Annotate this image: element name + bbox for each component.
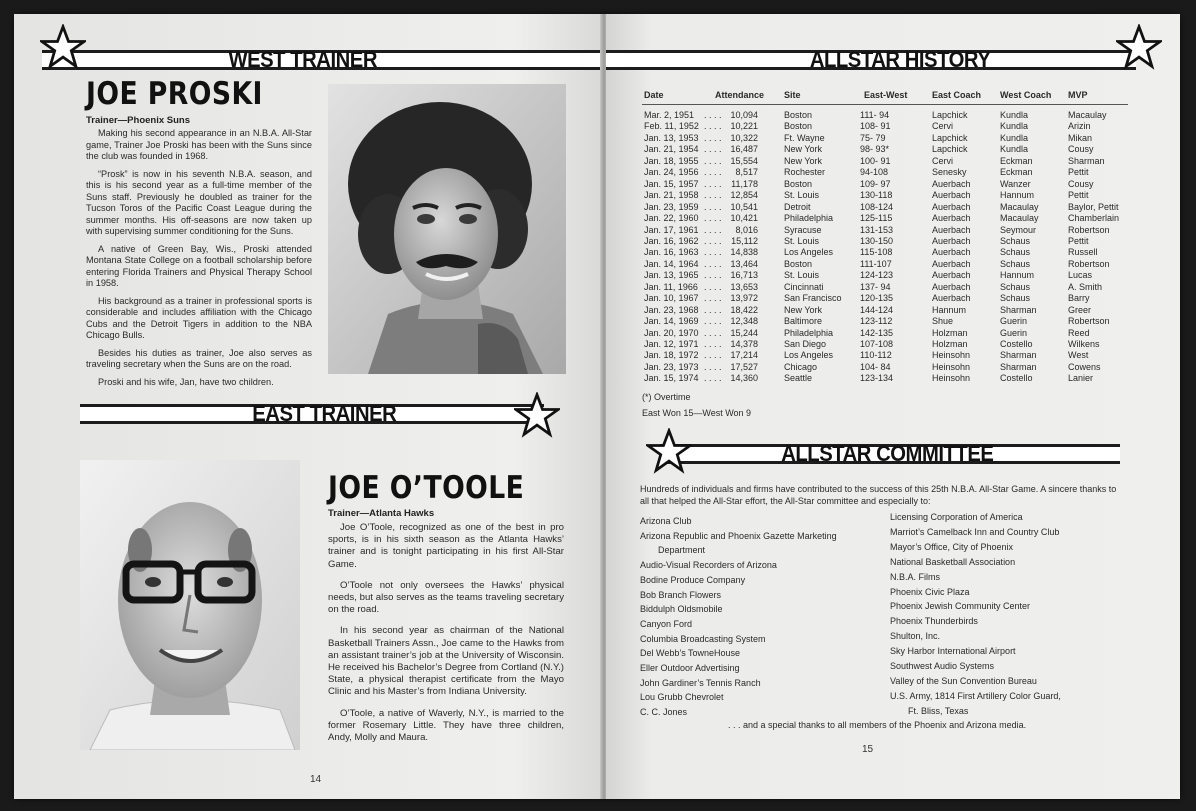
west-coach-cell: Kundla — [1000, 144, 1029, 155]
east-coach-cell: Auerbach — [932, 270, 971, 281]
date-cell: Feb. 11, 1952 — [644, 121, 699, 132]
committee-item: Phoenix Thunderbirds — [890, 616, 978, 627]
table-row — [642, 110, 1142, 121]
west-coach-cell: Seymour — [1000, 224, 1037, 235]
bio-paragraph: Proski and his wife, Jan, have two children. — [98, 376, 274, 387]
date-cell: Jan. 15, 1957 — [644, 178, 699, 189]
west-trainer-bio — [86, 128, 312, 394]
committee-item: Bob Branch Flowers — [640, 589, 722, 600]
attendance-cell: 15,554 — [730, 155, 758, 166]
table-row — [642, 133, 1142, 144]
date-cell: Jan. 16, 1963 — [644, 247, 699, 258]
east-coach-cell: Heinsohn — [932, 361, 971, 372]
attendance-cell: 14,378 — [730, 339, 758, 349]
program-spread — [14, 14, 1180, 799]
allstar-history-banner — [606, 44, 1136, 74]
committee-item: Department — [658, 545, 706, 556]
attendance-cell: 16,713 — [730, 270, 758, 281]
date-cell: Jan. 17, 1961 — [644, 224, 699, 235]
mvp-cell: Robertson — [1068, 224, 1110, 235]
west-coach-cell: Sharman — [1000, 350, 1037, 361]
table-row — [642, 247, 1142, 258]
date-cell: Jan. 14, 1964 — [644, 258, 699, 269]
leader-dots: . . . . — [704, 121, 722, 132]
leader-dots: . . . . — [704, 304, 722, 315]
committee-item: Valley of the Sun Convention Bureau — [890, 675, 1037, 686]
mvp-cell: Pettit — [1068, 167, 1089, 178]
mvp-cell: Russell — [1068, 247, 1098, 258]
east-coach-cell: Heinsohn — [932, 373, 971, 384]
bio-paragraph: In his second year as chairman of the National Basketball Trainers Assn., Joe came to the Hawks from an assistant trainer’s job at the University of Wisconsin. He received his Bachelor’s Degree from Cortland (N.Y.) State, a physical therapist certificate from the Mayo Clinic and his Master’s from Indiana University. — [328, 625, 564, 698]
bio-paragraph: Joe O’Toole, recognized as one of the best in pro sports, is in his sixth season as the Atlanta Hawks’ trainer and is tonight participating in his first All-Star Game. — [328, 522, 564, 570]
site-cell: St. Louis — [784, 190, 820, 201]
page-number: 14 — [310, 774, 322, 785]
west-coach-cell: Schaus — [1000, 258, 1031, 269]
date-cell: Jan. 13, 1965 — [644, 270, 699, 281]
site-cell: Detroit — [784, 201, 811, 212]
score-cell: 110-112 — [860, 350, 892, 361]
date-cell: Jan. 21, 1954 — [644, 144, 699, 155]
leader-dots: . . . . — [704, 316, 722, 327]
site-cell: Rochester — [784, 167, 826, 178]
site-cell: New York — [784, 155, 823, 166]
west-coach-cell: Wanzer — [1000, 178, 1031, 189]
east-coach-cell: Hannum — [932, 304, 967, 315]
leader-dots: . . . . — [704, 350, 722, 361]
leader-dots: . . . . — [704, 178, 722, 189]
site-cell: Los Angeles — [784, 247, 834, 258]
score-cell: 130-118 — [860, 190, 893, 201]
committee-item: Arizona Republic and Phoenix Gazette Marketing — [640, 530, 837, 541]
table-row — [642, 144, 1142, 155]
site-cell: Boston — [784, 178, 813, 189]
score-cell: 108- 91 — [860, 121, 891, 132]
attendance-cell: 10,221 — [730, 121, 758, 132]
mvp-cell: Pettit — [1068, 235, 1089, 246]
west-coach-cell: Sharman — [1000, 304, 1037, 315]
score-cell: 131-153 — [860, 224, 894, 235]
east-coach-cell: Auerbach — [932, 178, 971, 189]
committee-item: Ft. Bliss, Texas — [908, 705, 969, 716]
site-cell: St. Louis — [784, 235, 820, 246]
leader-dots: . . . . — [704, 270, 722, 281]
east-coach-cell: Auerbach — [932, 258, 971, 269]
west-coach-cell: Schaus — [1000, 293, 1031, 304]
committee-item: Phoenix Jewish Community Center — [890, 601, 1031, 612]
date-cell: Jan. 10, 1967 — [644, 293, 699, 304]
attendance-cell: 17,214 — [730, 350, 758, 361]
site-cell: Ft. Wayne — [784, 132, 825, 143]
score-cell: 111- 94 — [860, 110, 890, 120]
score-cell: 94-108 — [860, 167, 889, 178]
site-cell: Seattle — [784, 373, 813, 384]
mvp-cell: Cowens — [1068, 361, 1101, 372]
east-coach-cell: Auerbach — [932, 213, 971, 224]
mvp-cell: Barry — [1068, 293, 1090, 304]
site-cell: Boston — [784, 110, 813, 120]
table-row — [642, 225, 1142, 236]
table-row — [642, 259, 1142, 270]
leader-dots: . . . . — [704, 247, 722, 258]
committee-item: N.B.A. Films — [890, 571, 941, 582]
attendance-cell: 13,464 — [730, 258, 758, 269]
attendance-cell: 14,360 — [730, 373, 758, 384]
leader-dots: . . . . — [704, 155, 722, 166]
site-cell: New York — [784, 144, 823, 155]
committee-item: Licensing Corporation of America — [890, 512, 1023, 522]
mvp-cell: Robertson — [1068, 258, 1110, 269]
leader-dots: . . . . — [704, 373, 722, 384]
east-coach-cell: Lapchick — [932, 110, 968, 120]
mvp-cell: Baylor, Pettit — [1068, 201, 1119, 212]
score-cell: 130-150 — [860, 235, 894, 246]
bio-paragraph: Making his second appearance in an N.B.A. All-Star game, Trainer Joe Proski has been with the Suns since the club was founded in 1968. — [86, 128, 312, 161]
west-coach-cell: Kundla — [1000, 132, 1029, 143]
attendance-cell: 12,854 — [730, 190, 758, 201]
table-row — [642, 202, 1142, 213]
mvp-cell: Cousy — [1068, 178, 1094, 189]
attendance-cell: 17,527 — [730, 361, 758, 372]
attendance-cell: 18,422 — [730, 304, 758, 315]
attendance-cell: 10,094 — [730, 110, 758, 120]
east-coach-cell: Lapchick — [932, 144, 968, 155]
date-cell: Mar. 2, 1951 — [644, 110, 695, 120]
score-cell: 98- 93* — [860, 144, 890, 155]
mvp-cell: Greer — [1068, 304, 1092, 315]
committee-item: Mayor’s Office, City of Phoenix — [890, 541, 1014, 552]
special-thanks: . . . and a special thanks to all members of the Phoenix and Arizona media. — [728, 720, 1027, 730]
committee-item: Southwest Audio Systems — [890, 661, 995, 671]
east-trainer-bio — [328, 522, 564, 750]
east-coach-cell: Cervi — [932, 155, 954, 166]
committee-item: Columbia Broadcasting System — [640, 633, 766, 644]
attendance-cell: 12,348 — [730, 316, 758, 327]
date-cell: Jan. 21, 1958 — [644, 190, 699, 201]
score-cell: 108-124 — [860, 201, 894, 212]
date-cell: Jan. 18, 1955 — [644, 155, 699, 166]
leader-dots: . . . . — [704, 110, 722, 120]
east-coach-cell: Cervi — [932, 121, 954, 132]
mvp-cell: Arizin — [1068, 121, 1091, 132]
overtime-footnote: (*) Overtime — [642, 392, 691, 402]
attendance-cell: 10,421 — [730, 213, 758, 224]
left-page — [14, 14, 602, 799]
site-cell: St. Louis — [784, 270, 820, 281]
right-page — [606, 14, 1180, 799]
score-cell: 109- 97 — [860, 178, 891, 189]
east-trainer-banner — [80, 398, 544, 428]
west-coach-cell: Costello — [1000, 339, 1033, 349]
date-cell: Jan. 22, 1960 — [644, 213, 699, 224]
committee-item: National Basketball Association — [890, 556, 1016, 567]
east-coach-cell: Holzman — [932, 327, 968, 338]
east-coach-cell: Heinsohn — [932, 350, 971, 361]
column-header-west-coach: West Coach — [1000, 90, 1052, 100]
site-cell: New York — [784, 304, 823, 315]
site-cell: San Diego — [784, 339, 827, 349]
attendance-cell: 16,487 — [730, 144, 758, 155]
attendance-cell: 11,178 — [731, 178, 758, 189]
page-number: 15 — [862, 744, 874, 755]
site-cell: San Francisco — [784, 293, 842, 304]
column-header-attendance: Attendance — [715, 90, 765, 100]
east-coach-cell: Auerbach — [932, 190, 971, 201]
mvp-cell: Macaulay — [1068, 110, 1107, 120]
attendance-cell: 14,838 — [730, 247, 758, 258]
east-trainer-name: JOE O’TOOLE — [328, 470, 525, 506]
east-coach-cell: Auerbach — [932, 247, 971, 258]
score-cell: 124-123 — [860, 270, 894, 281]
mvp-cell: Sharman — [1068, 155, 1105, 166]
date-cell: Jan. 23, 1959 — [644, 201, 699, 212]
mvp-cell: Lucas — [1068, 270, 1093, 281]
table-row — [642, 179, 1142, 190]
leader-dots: . . . . — [704, 190, 722, 201]
west-coach-cell: Costello — [1000, 373, 1033, 384]
score-cell: 107-108 — [860, 339, 894, 349]
date-cell: Jan. 14, 1969 — [644, 316, 699, 327]
attendance-cell: 15,112 — [731, 235, 758, 246]
series-summary: East Won 15—West Won 9 — [642, 408, 752, 418]
table-row — [642, 339, 1142, 350]
star-icon — [1116, 24, 1162, 70]
mvp-cell: Mikan — [1068, 132, 1093, 143]
table-row — [642, 293, 1142, 304]
table-row — [642, 121, 1142, 132]
score-cell: 123-134 — [860, 373, 894, 384]
mvp-cell: Pettit — [1068, 190, 1089, 201]
leader-dots: . . . . — [704, 224, 722, 235]
west-coach-cell: Kundla — [1000, 121, 1029, 132]
column-header-site: Site — [784, 90, 801, 100]
date-cell: Jan. 18, 1972 — [644, 350, 699, 361]
committee-item: John Gardiner’s Tennis Ranch — [640, 677, 761, 688]
west-trainer-name: JOE PROSKI — [86, 76, 263, 112]
attendance-cell: 13,972 — [730, 293, 758, 304]
score-cell: 100- 91 — [860, 155, 891, 166]
site-cell: Cincinnati — [784, 281, 824, 292]
score-cell: 111-107 — [860, 258, 892, 269]
west-coach-cell: Sharman — [1000, 361, 1037, 372]
mvp-cell: Wilkens — [1068, 339, 1100, 349]
table-row — [642, 328, 1142, 339]
east-coach-cell: Auerbach — [932, 281, 971, 292]
score-cell: 75- 79 — [860, 132, 886, 143]
score-cell: 125-115 — [860, 213, 893, 224]
committee-item: Marriot’s Camelback Inn and Country Club — [890, 526, 1060, 537]
table-row — [642, 316, 1142, 327]
west-coach-cell: Eckman — [1000, 155, 1033, 166]
attendance-cell: 10,541 — [730, 201, 758, 212]
bio-paragraph: Besides his duties as trainer, Joe also serves as traveling secretary when the Suns are on the road. — [86, 347, 312, 369]
committee-item: U.S. Army, 1814 First Artillery Color Guard, — [890, 690, 1061, 701]
table-row — [642, 156, 1142, 167]
committee-item: Audio-Visual Recorders of Arizona — [640, 560, 777, 571]
attendance-cell: 8,517 — [735, 167, 758, 178]
west-coach-cell: Guerin — [1000, 327, 1028, 338]
score-cell: 144-124 — [860, 304, 894, 315]
allstar-committee-heading: ALLSTAR COMMITTEE — [781, 441, 994, 466]
allstar-history-heading: ALLSTAR HISTORY — [809, 47, 991, 72]
date-cell: Jan. 24, 1956 — [644, 167, 699, 178]
date-cell: Jan. 13, 1953 — [644, 132, 699, 143]
mvp-cell: Robertson — [1068, 316, 1110, 327]
committee-item: Shulton, Inc. — [890, 631, 941, 642]
west-coach-cell: Macaulay — [1000, 201, 1039, 212]
site-cell: Boston — [784, 258, 813, 269]
west-coach-cell: Schaus — [1000, 281, 1031, 292]
committee-item: Biddulph Oldsmobile — [640, 604, 723, 615]
score-cell: 123-112 — [860, 316, 893, 327]
leader-dots: . . . . — [704, 281, 722, 292]
column-header-date: Date — [644, 90, 664, 100]
attendance-cell: 13,653 — [730, 281, 758, 292]
east-coach-cell: Auerbach — [932, 235, 971, 246]
leader-dots: . . . . — [704, 361, 722, 372]
table-row — [642, 190, 1142, 201]
committee-item: C. C. Jones — [640, 707, 688, 718]
west-coach-cell: Eckman — [1000, 167, 1033, 178]
site-cell: Philadelphia — [784, 327, 834, 338]
mvp-cell: Reed — [1068, 327, 1090, 338]
leader-dots: . . . . — [704, 213, 722, 224]
table-row — [642, 270, 1142, 281]
leader-dots: . . . . — [704, 144, 722, 155]
allstar-committee-banner — [660, 438, 1120, 468]
mvp-cell: West — [1068, 350, 1089, 361]
east-coach-cell: Holzman — [932, 339, 968, 349]
date-cell: Jan. 20, 1970 — [644, 327, 699, 338]
leader-dots: . . . . — [704, 258, 722, 269]
score-cell: 137- 94 — [860, 281, 891, 292]
committee-item: Arizona Club — [640, 516, 692, 526]
west-trainer-heading: WEST TRAINER — [228, 47, 377, 72]
committee-item: Bodine Produce Company — [640, 574, 746, 585]
east-coach-cell: Auerbach — [932, 293, 971, 304]
committee-item: Phoenix Civic Plaza — [890, 586, 970, 597]
mvp-cell: Lanier — [1068, 373, 1094, 384]
column-header-east-coach: East Coach — [932, 90, 982, 100]
west-coach-cell: Guerin — [1000, 316, 1028, 327]
site-cell: Boston — [784, 121, 813, 132]
east-coach-cell: Lapchick — [932, 132, 968, 143]
committee-item: Del Webb’s TowneHouse — [640, 648, 741, 659]
table-row — [642, 213, 1142, 224]
west-coach-cell: Schaus — [1000, 235, 1031, 246]
leader-dots: . . . . — [704, 327, 722, 338]
score-cell: 104- 84 — [860, 361, 891, 372]
joe-proski-photo — [328, 84, 566, 374]
table-row — [642, 236, 1142, 247]
date-cell: Jan. 15, 1974 — [644, 373, 699, 384]
score-cell: 142-135 — [860, 327, 894, 338]
site-cell: Los Angeles — [784, 350, 834, 361]
date-cell: Jan. 11, 1966 — [644, 281, 698, 292]
site-cell: Chicago — [784, 361, 818, 372]
bio-paragraph: O’Toole not only oversees the Hawks’ physical needs, but also serves as the teams traveling secretary on the road. — [328, 579, 564, 616]
site-cell: Philadelphia — [784, 213, 834, 224]
header-rule — [642, 104, 1128, 105]
bio-paragraph: “Prosk” is now in his seventh N.B.A. season, and this is his second year as a full-time member of the Suns staff. Previously he doubled as trainer for the Tucson Toros of the Pacific Coast League during the summer months. His off-seasons are now taken up with supervising summer conditioning for the Suns. — [86, 168, 312, 236]
attendance-cell: 10,322 — [730, 132, 758, 143]
score-cell: 120-135 — [860, 293, 894, 304]
bio-paragraph: A native of Green Bay, Wis., Proski attended Montana State College on a football scholarship before entering Florida Trainers and Physical Therapy School in 1958. — [86, 243, 312, 288]
leader-dots: . . . . — [704, 339, 722, 349]
table-row — [642, 167, 1142, 178]
committee-item: Sky Harbor International Airport — [890, 646, 1016, 657]
mvp-cell: Chamberlain — [1068, 213, 1120, 224]
star-icon — [514, 392, 560, 438]
leader-dots: . . . . — [704, 235, 722, 246]
mvp-cell: A. Smith — [1068, 281, 1103, 292]
joe-otoole-photo — [80, 460, 300, 750]
leader-dots: . . . . — [704, 132, 722, 143]
star-icon — [40, 24, 86, 70]
west-coach-cell: Hannum — [1000, 190, 1035, 201]
date-cell: Jan. 23, 1968 — [644, 304, 699, 315]
table-row — [642, 350, 1142, 361]
west-trainer-subtitle: Trainer—Phoenix Suns — [86, 115, 190, 126]
committee-item: Eller Outdoor Advertising — [640, 663, 740, 673]
west-coach-cell: Kundla — [1000, 110, 1029, 120]
west-trainer-banner — [42, 44, 602, 74]
table-row — [642, 305, 1142, 316]
attendance-cell: 8,016 — [735, 224, 758, 235]
score-cell: 115-108 — [860, 247, 893, 258]
committee-item: Lou Grubb Chevrolet — [640, 692, 724, 703]
date-cell: Jan. 23, 1973 — [644, 361, 699, 372]
east-trainer-heading: EAST TRAINER — [252, 401, 397, 426]
attendance-cell: 15,244 — [730, 327, 758, 338]
east-trainer-subtitle: Trainer—Atlanta Hawks — [328, 508, 435, 519]
site-cell: Baltimore — [784, 316, 823, 327]
column-header-mvp: MVP — [1068, 90, 1088, 100]
committee-item: Canyon Ford — [640, 618, 693, 629]
east-coach-cell: Senesky — [932, 167, 967, 178]
leader-dots: . . . . — [704, 167, 722, 178]
table-row — [642, 282, 1142, 293]
leader-dots: . . . . — [704, 201, 722, 212]
table-row — [642, 362, 1142, 373]
west-coach-cell: Schaus — [1000, 247, 1031, 258]
site-cell: Syracuse — [784, 224, 822, 235]
committee-intro: Hundreds of individuals and firms have contributed to the success of this 25th N.B.A. All-Star Game. A sincere thanks to all that helped the All-Star effort, the All-Star committee and especially to: — [640, 484, 1117, 506]
east-coach-cell: Auerbach — [932, 224, 971, 235]
star-icon — [646, 428, 692, 474]
mvp-cell: Cousy — [1068, 144, 1094, 155]
leader-dots: . . . . — [704, 293, 722, 304]
west-coach-cell: Hannum — [1000, 270, 1035, 281]
bio-paragraph: O’Toole, a native of Waverly, N.Y., is married to the former Rosemary Little. They have three children, Andy, Molly and Maura. — [328, 707, 564, 744]
date-cell: Jan. 16, 1962 — [644, 235, 699, 246]
west-coach-cell: Macaulay — [1000, 213, 1039, 224]
east-coach-cell: Auerbach — [932, 201, 971, 212]
date-cell: Jan. 12, 1971 — [644, 339, 699, 349]
bio-paragraph: His background as a trainer in professional sports is considerable and includes affiliation with the Chicago Cubs and the Detroit Tigers in addition to the NBA Chicago Bulls. — [86, 295, 312, 340]
column-header-score: East-West — [864, 90, 908, 100]
east-coach-cell: Shue — [932, 316, 954, 327]
table-row — [642, 373, 1142, 384]
